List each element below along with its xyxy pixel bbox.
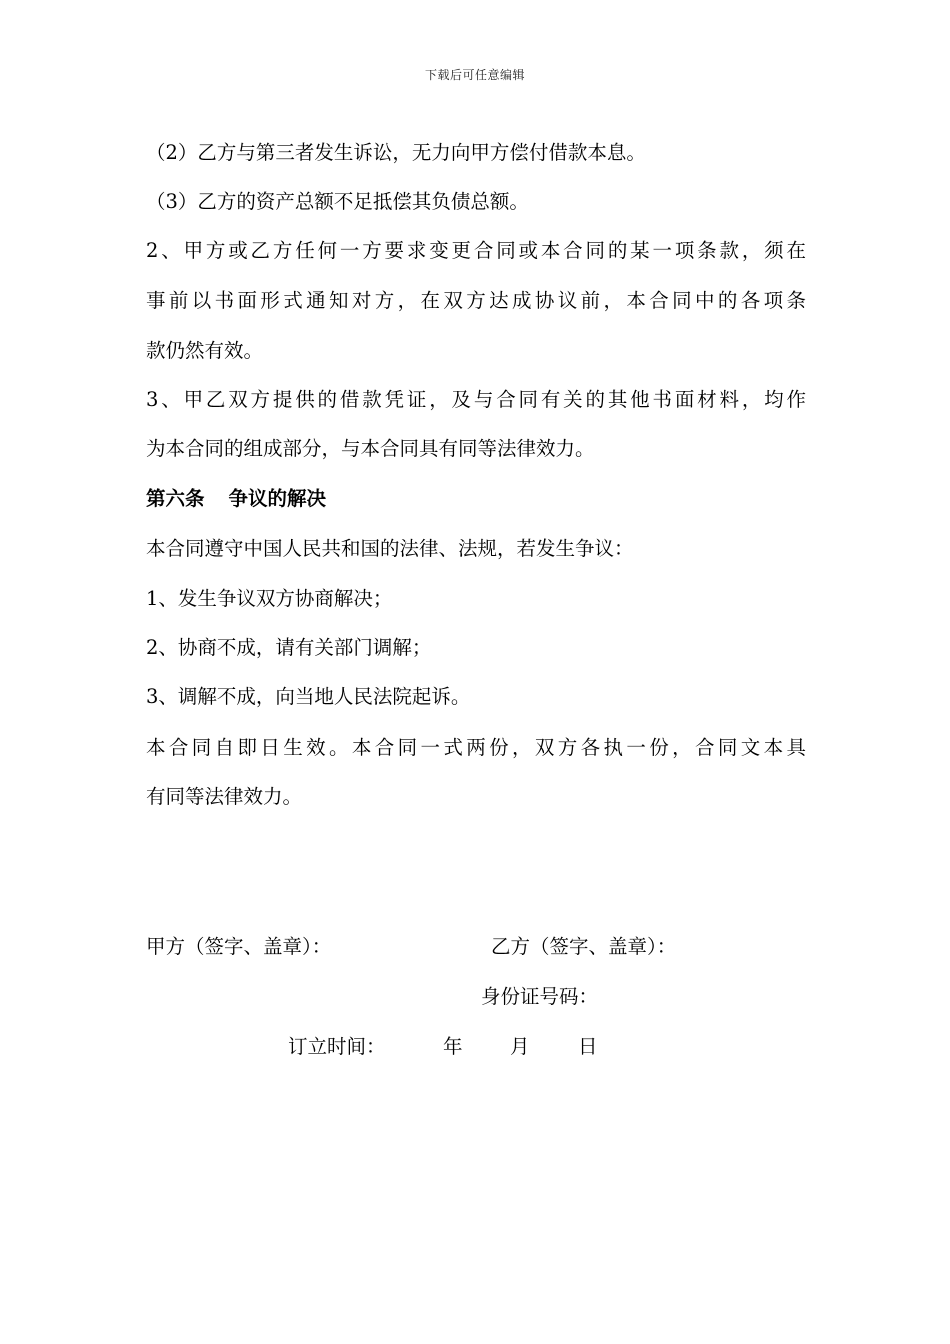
clause-3-line-2: 为本合同的组成部分，与本合同具有同等法律效力。	[146, 437, 595, 460]
section-title: 争议的解决	[228, 487, 327, 510]
id-number-label: 身份证号码：	[481, 985, 599, 1008]
date-year: 年	[443, 1035, 463, 1058]
dispute-item-1: 1、发生争议双方协商解决；	[146, 587, 393, 610]
clause-2-line-3: 款仍然有效。	[146, 339, 264, 362]
dispute-item-2: 2、协商不成，请有关部门调解；	[146, 636, 432, 659]
header-note: 下载后可任意编辑	[424, 68, 525, 82]
date-month: 月	[510, 1035, 530, 1058]
dispute-intro: 本合同遵守中国人民共和国的法律、法规，若发生争议：	[146, 537, 634, 560]
clause-item-3: （3）乙方的资产总额不足抵偿其负债总额。	[146, 190, 529, 213]
effective-line-1: 本合同自即日生效。本合同一式两份，双方各执一份，合同文本具	[146, 736, 806, 759]
signing-date-label: 订立时间：	[288, 1035, 386, 1058]
dispute-item-3: 3、调解不成，向当地人民法院起诉。	[146, 685, 471, 708]
effective-line-2: 有同等法律效力。	[146, 785, 303, 808]
clause-item-2: （2）乙方与第三者发生诉讼，无力向甲方偿付借款本息。	[146, 141, 646, 164]
party-a-signature: 甲方（签字、盖章）：	[146, 935, 332, 958]
clause-2-line-2: 事前以书面形式通知对方，在双方达成协议前，本合同中的各项条	[146, 289, 806, 312]
clause-3-line-1: 3、甲乙双方提供的借款凭证，及与合同有关的其他书面材料，均作	[146, 388, 806, 411]
party-b-signature: 乙方（签字、盖章）：	[491, 935, 677, 958]
clause-2-line-1: 2、甲方或乙方任何一方要求变更合同或本合同的某一项条款，须在	[146, 239, 806, 262]
section-heading	[146, 489, 326, 509]
date-day: 日	[578, 1035, 598, 1058]
section-number: 第六条	[146, 487, 205, 510]
